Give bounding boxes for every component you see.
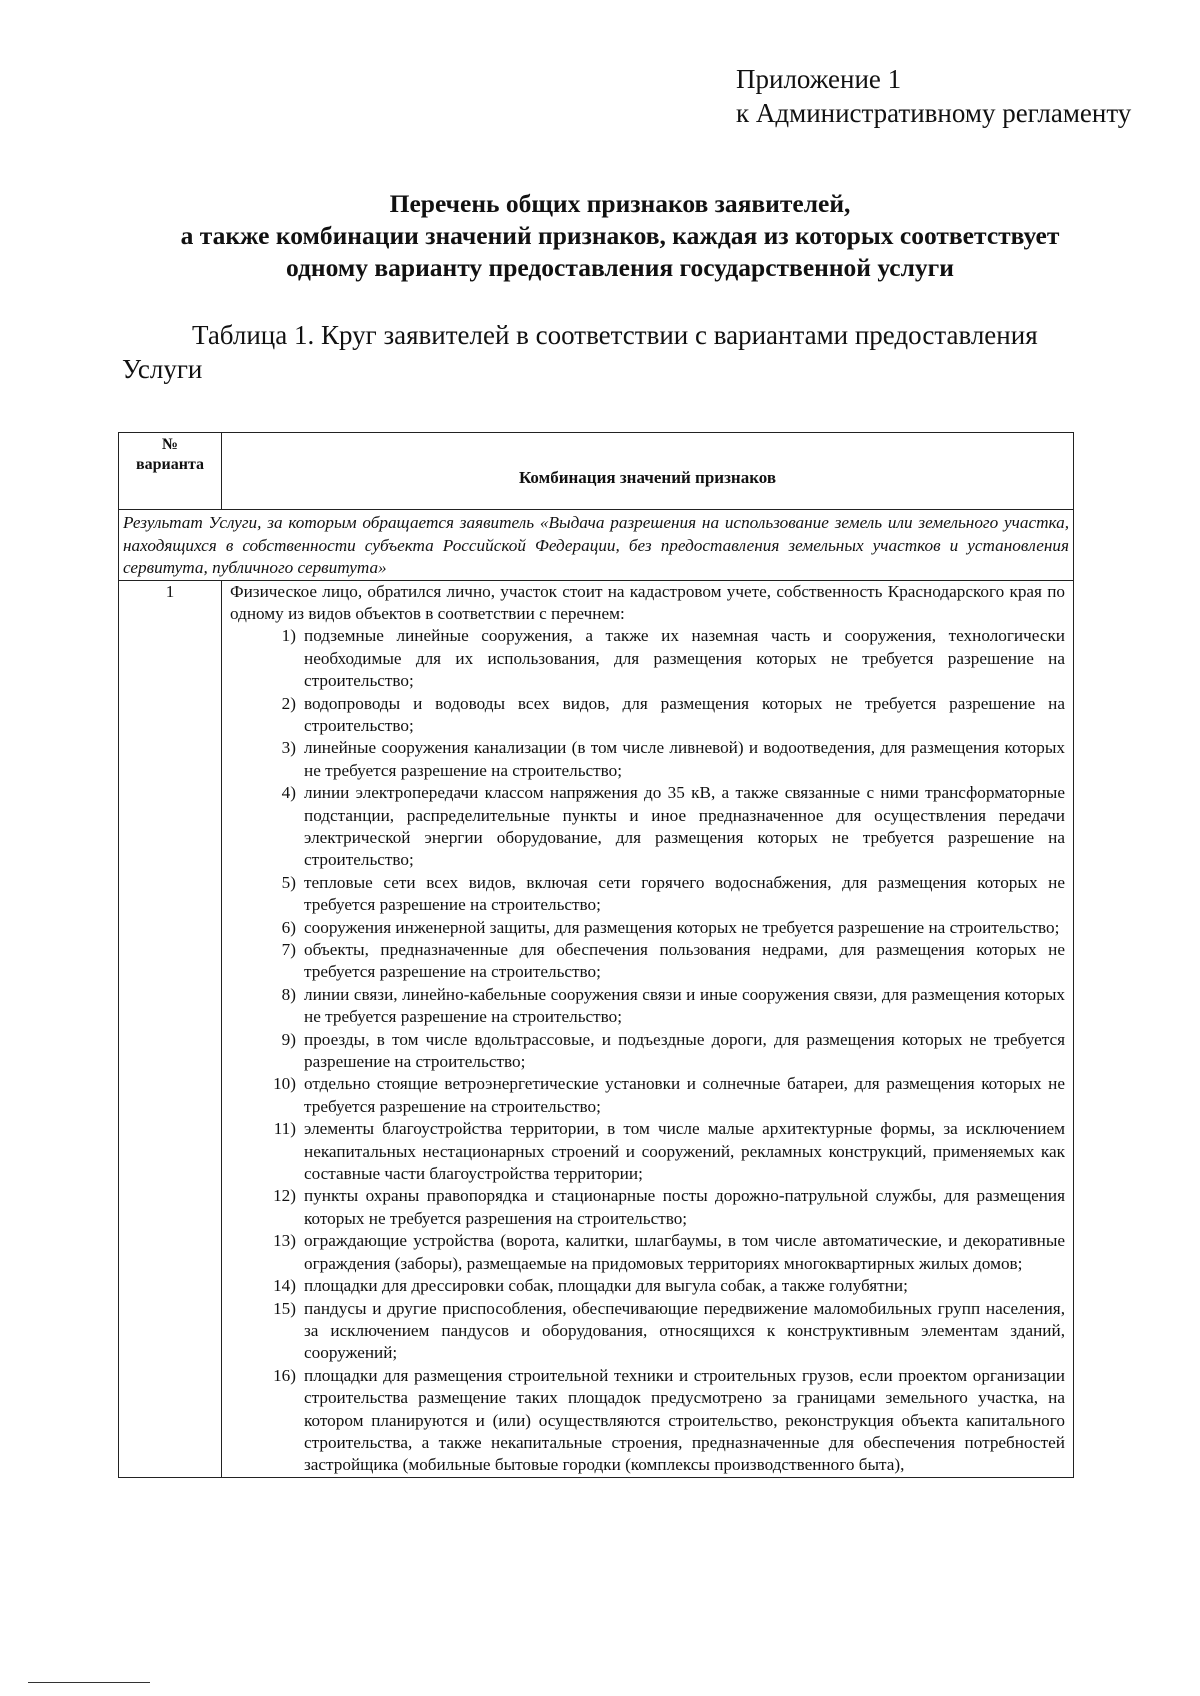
list-item-text: сооружения инженерной защиты, для размещения которых не требуется разрешение на строительство; [304,917,1060,937]
table-header-row [119,433,1074,510]
variant-criteria [222,580,1074,1477]
list-item [230,782,1065,872]
list-item [230,984,1065,1029]
list-item-number: 1) [281,626,296,646]
list-item [230,872,1065,917]
list-item-text: линии электропередачи классом напряжения до 35 кВ, а также связанные с ними трансформаторные подстанции, распределительные пункты и иное предназначенное для осуществления передачи электрической энергии оборудование, для размещения которых не требуется разрешение на строительство; [304,783,1065,870]
list-item-number: 2) [281,693,296,713]
appendix-heading [736,62,1131,130]
caption-line-1: Таблица 1. Круг заявителей в соответствии с вариантами предоставления [192,320,1038,350]
list-item-text: объекты, предназначенные для обеспечения пользования недрами, для размещения которых не требуется разрешение на строительство; [304,940,1065,982]
list-item-text: проезды, в том числе вдольтрассовые, и подъездные дороги, для размещения которых не требуется разрешение на строительство; [304,1029,1065,1072]
list-item-text: подземные линейные сооружения, а также их наземная часть и сооружения, технологически необходимые для их использования, для размещения которых не требуется разрешение на строительство; [304,626,1065,691]
list-item [230,1365,1065,1477]
list-item [230,693,1065,738]
caption-line-2: Услуги [122,354,203,384]
table-caption [122,318,1146,386]
list-item-number: 11) [273,1119,296,1139]
header-combination: Комбинация значений признаков [222,433,1074,510]
header-num-label: варианта [135,456,205,473]
list-item [230,1185,1065,1230]
list-item [230,1275,1065,1297]
list-item [230,625,1065,692]
variant-intro: Физическое лицо, обратился лично, участок стоит на кадастровом учете, собственность Краснодарского края по одному из видов объектов в соответствии с перечнем: [230,581,1065,623]
header-num-sign: № [161,436,179,453]
list-item-number: 16) [273,1365,296,1385]
title-line-3: одному варианту предоставления государственной услуги [286,253,954,282]
list-item-number: 14) [273,1276,296,1296]
list-item-text: линейные сооружения канализации (в том числе ливневой) и водоотведения, для размещения которых не требуется разрешение на строительство; [304,738,1065,780]
title-line-2: а также комбинации значений признаков, каждая из которых соответствует [180,221,1060,250]
list-item-text: линии связи, линейно-кабельные сооружения связи и иные сооружения связи, для размещения которых не требуется разрешение на строительство; [304,984,1065,1027]
document-title [80,188,1160,284]
list-item-number: 7) [281,940,296,959]
list-item [230,1230,1065,1275]
list-item-text: водопроводы и водоводы всех видов, для размещения которых не требуется разрешение на строительство; [304,693,1065,735]
list-item [230,1118,1065,1185]
list-item-number: 8) [281,984,296,1004]
appendix-line-2: к Административному регламенту [736,98,1132,128]
list-item [230,737,1065,782]
footer-rule [28,1682,150,1683]
appendix-line-1: Приложение 1 [736,64,902,94]
list-item-text: тепловые сети всех видов, включая сети горячего водоснабжения, для размещения которых не требуется разрешение на строительство; [304,872,1065,915]
list-item-number: 9) [281,1029,296,1049]
list-item-number: 6) [281,917,296,937]
list-item-number: 13) [273,1231,296,1251]
list-item-text: элементы благоустройства территории, в том числе малые архитектурные формы, за исключением некапитальных нестационарных строений и сооружений, рекламных конструкций, применяемых как составные части благоустройства территории; [304,1119,1065,1184]
variant-number: 1 [119,580,222,1477]
list-item [230,1298,1065,1365]
list-item-text: пандусы и другие приспособления, обеспечивающие передвижение маломобильных групп населения, за исключением пандусов и оборудования, относящихся к конструктивным элементам зданий, сооружений; [304,1298,1065,1363]
list-item [230,917,1065,939]
result-row [119,510,1074,581]
list-item-text: площадки для размещения строительной техники и строительных грузов, если проектом организации строительства размещение таких площадок предусмотрено за границами земельного участка, на котором планируются и (или) осуществляются строительство, реконструкция объекта капитального строительства, а также некапитальные строения, предназначенные для обеспечения потребностей застройщика (мобильные бытовые городки (комплексы производственного быта), [304,1365,1065,1475]
list-item-number: 4) [281,783,296,803]
list-item-number: 12) [273,1186,296,1206]
header-variant-number [119,433,222,510]
list-item-number: 3) [281,738,296,758]
list-item-text: отдельно стоящие ветроэнергетические установки и солнечные батареи, для размещения которых не требуется разрешение на строительство; [304,1074,1065,1116]
list-item [230,939,1065,984]
result-description: Результат Услуги, за которым обращается заявитель «Выдача разрешения на использование земель или земельного участка, находящихся в собственности субъекта Российской Федерации, без предоставления земельных участков и установления сервитута, публичного сервитута» [119,510,1074,581]
list-item-text: пункты охраны правопорядка и стационарные посты дорожно-патрульной службы, для размещения которых не требуется разрешения на строительство; [304,1186,1065,1228]
list-item-number: 5) [281,872,296,892]
object-type-list [230,625,1065,1476]
list-item [230,1029,1065,1074]
list-item-number: 10) [273,1074,296,1094]
list-item-text: ограждающие устройства (ворота, калитки, шлагбаумы, в том числе автоматические, и декоративные ограждения (заборы), размещаемые на придомовых территориях многоквартирных жилых домов; [304,1231,1065,1273]
variant-row [119,580,1074,1477]
applicants-table [118,432,1074,1478]
list-item-text: площадки для дрессировки собак, площадки для выгула собак, а также голубятни; [304,1276,908,1296]
list-item [230,1073,1065,1118]
title-line-1: Перечень общих признаков заявителей, [389,189,851,218]
list-item-number: 15) [273,1298,296,1318]
